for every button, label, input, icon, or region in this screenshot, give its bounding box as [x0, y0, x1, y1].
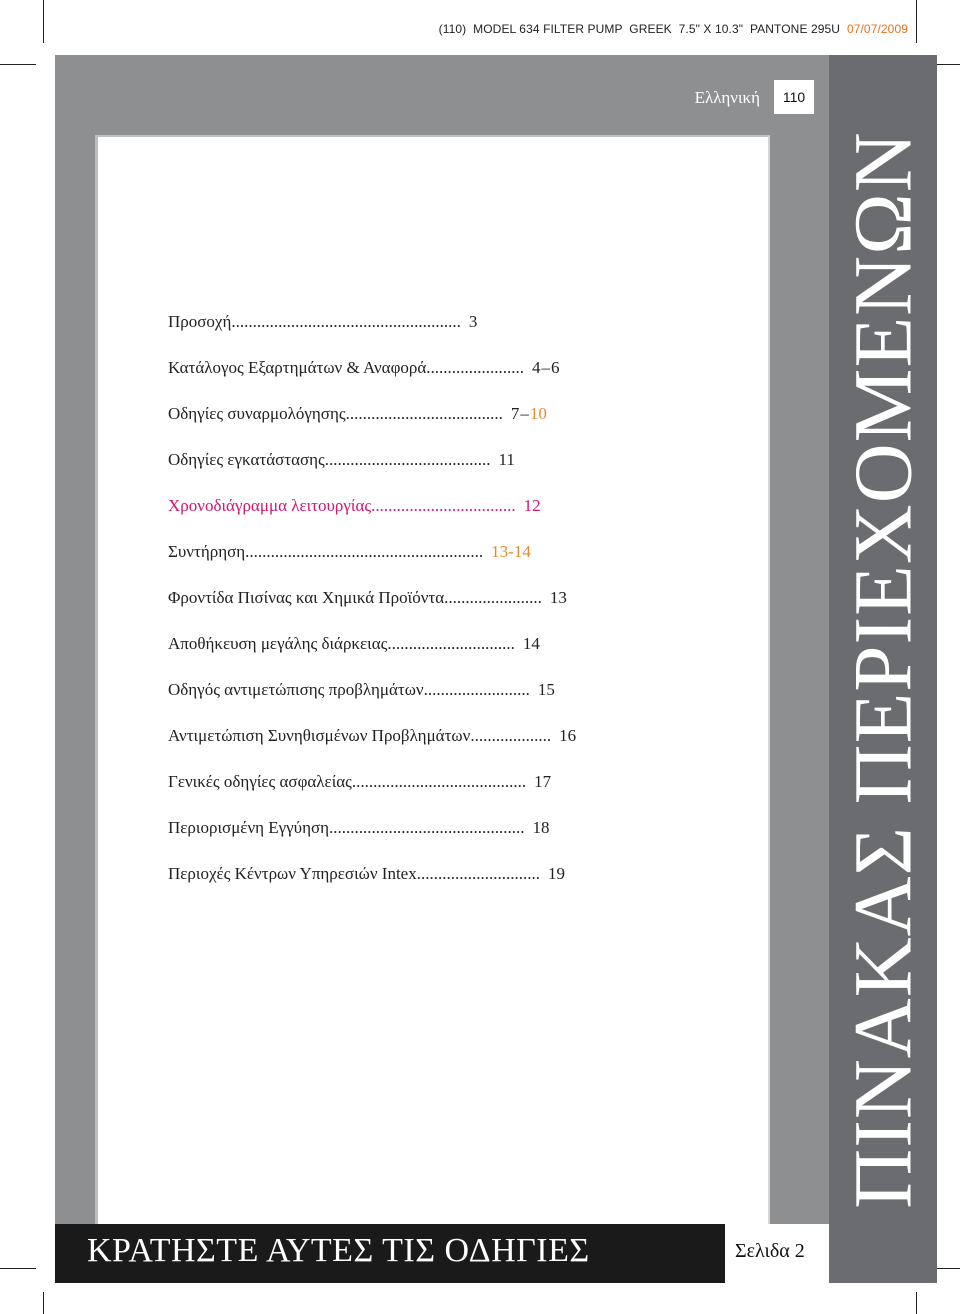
toc-page: 13: [549, 588, 567, 607]
toc-leader: ..................................: [371, 496, 516, 515]
toc-page-end: 6: [551, 358, 560, 377]
toc-item-common-problems[interactable]: [168, 726, 728, 772]
toc-page-range: [532, 358, 560, 378]
toc-leader: .........................: [423, 680, 530, 699]
toc-title: Περιορισμένη Εγγύηση: [168, 818, 330, 837]
crop-mark: [43, 0, 44, 43]
toc-page-start: 4: [532, 358, 541, 377]
toc-title: Περιοχές Κέντρων Υπηρεσιών Intex: [168, 864, 417, 883]
toc-item-operation-schedule[interactable]: [168, 496, 728, 542]
table-of-contents: [168, 312, 728, 910]
toc-item-safety[interactable]: [168, 772, 728, 818]
toc-page: 13-14: [491, 542, 531, 561]
toc-leader: ..............................................: [329, 818, 525, 837]
toc-page-end: 10: [529, 404, 547, 423]
toc-leader: ..............................: [387, 634, 515, 653]
footer-page-label: Σελιδα 2: [735, 1240, 805, 1262]
toc-title: Οδηγίες εγκατάστασης: [168, 450, 325, 469]
toc-page: 17: [534, 772, 552, 791]
toc-leader: ......................................................: [231, 312, 461, 331]
language-label: Ελληνική: [694, 88, 760, 107]
toc-page: 18: [532, 818, 550, 837]
page-number: 110: [774, 80, 814, 114]
toc-item-service-centers[interactable]: [168, 864, 728, 910]
range-dash: –: [541, 358, 551, 377]
footer-notice: ΚΡΑΤΗΣΤΕ ΑΥΤΕΣ ΤΙΣ ΟΔΗΓΙΕΣ: [87, 1232, 590, 1269]
toc-page: 15: [537, 680, 555, 699]
toc-item-pool-care[interactable]: [168, 588, 728, 634]
crop-mark: [916, 0, 917, 43]
toc-item-warranty[interactable]: [168, 818, 728, 864]
toc-item-caution[interactable]: [168, 312, 728, 358]
toc-page-range: [511, 404, 547, 424]
toc-title: Οδηγός αντιμετώπισης προβλημάτων: [168, 680, 424, 699]
vertical-section-title: ΠΙΝΑΚΑΣ ΠΕΡΙΕΧΟΜΕΝΩΝ: [836, 131, 929, 1209]
toc-title: Φροντίδα Πισίνας και Χημικά Προϊόντα: [168, 588, 445, 607]
toc-leader: .......................: [444, 588, 542, 607]
toc-leader: ........................................................: [245, 542, 484, 561]
toc-title: Προσοχή: [168, 312, 232, 331]
toc-page: 14: [522, 634, 540, 653]
toc-title: Αντιμετώπιση Συνηθισμένων Προβλημάτων: [168, 726, 471, 745]
print-header: [439, 22, 908, 36]
crop-mark: [0, 64, 36, 65]
toc-item-maintenance[interactable]: [168, 542, 728, 588]
range-dash: –: [520, 404, 529, 423]
crop-mark: [0, 1268, 36, 1269]
crop-mark: [43, 1292, 44, 1314]
toc-title: Αποθήκευση μεγάλης διάρκειας: [168, 634, 388, 653]
print-header-info: (110) MODEL 634 FILTER PUMP GREEK 7.5" X 10.3" PANTONE 295U: [438, 22, 847, 36]
crop-mark: [916, 1292, 917, 1314]
toc-page: 11: [498, 450, 515, 469]
toc-leader: ...................: [470, 726, 552, 745]
toc-title: Οδηγίες συναρμολόγησης: [168, 404, 346, 423]
toc-item-assembly[interactable]: [168, 404, 728, 450]
toc-leader: .....................................: [345, 404, 503, 423]
toc-item-storage[interactable]: [168, 634, 728, 680]
print-header-date: 07/07/2009: [846, 22, 908, 36]
toc-leader: .............................: [416, 864, 540, 883]
toc-page: 12: [523, 496, 541, 515]
toc-page: 16: [559, 726, 577, 745]
toc-page: 19: [547, 864, 565, 883]
toc-page: 3: [468, 312, 478, 331]
toc-title: Κατάλογος Εξαρτημάτων & Αναφορά: [168, 358, 427, 377]
toc-item-parts-list[interactable]: [168, 358, 728, 404]
toc-item-troubleshooting[interactable]: [168, 680, 728, 726]
toc-title: Χρονοδιάγραμμα λειτουργίας: [168, 496, 372, 515]
toc-item-installation[interactable]: [168, 450, 728, 496]
toc-title: Συντήρηση: [168, 542, 246, 561]
toc-leader: .......................: [426, 358, 525, 377]
toc-title: Γενικές οδηγίες ασφαλείας: [168, 772, 352, 791]
toc-leader: .......................................: [324, 450, 491, 469]
toc-leader: .........................................: [351, 772, 527, 791]
toc-page-start: 7: [510, 404, 520, 423]
